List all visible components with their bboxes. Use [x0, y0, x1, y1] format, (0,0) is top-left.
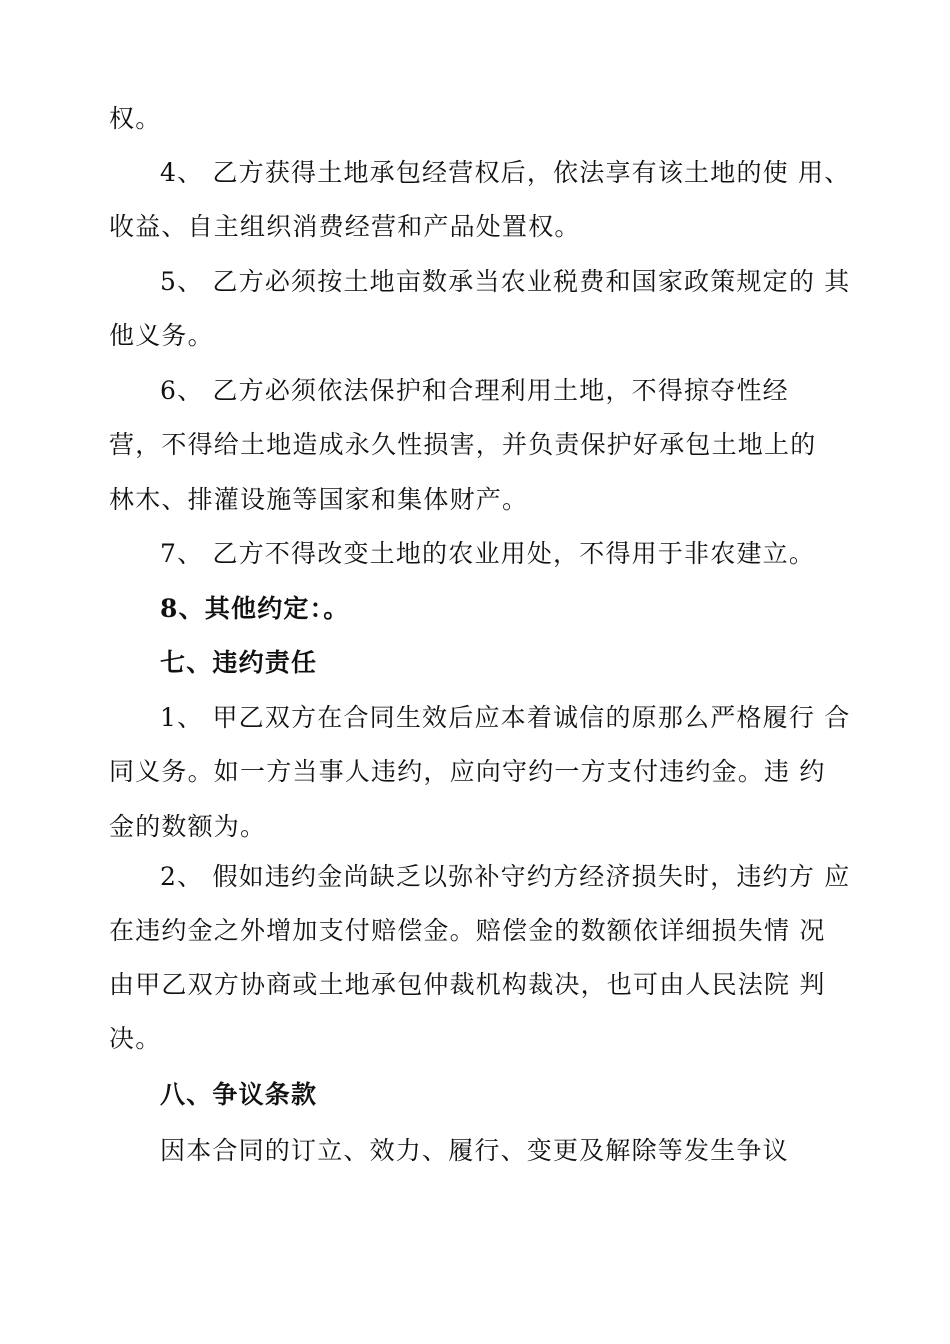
- section-8-heading: 八、争议条款: [160, 1080, 318, 1109]
- clause-6-line-3: 林木、排灌设施等国家和集体财产。: [109, 485, 529, 514]
- liability-1-line-1: 1、 甲乙双方在合同生效后应本着诚信的原那么严格履行 合: [160, 703, 851, 732]
- liability-2-line-4: 决。: [109, 1024, 162, 1053]
- liability-2-line-2: 在违约金之外增加支付赔偿金。赔偿金的数额依详细损失情 况: [109, 916, 826, 945]
- clause-5-line-2: 他义务。: [109, 321, 214, 350]
- clause-8-heading: 8、其他约定：。: [160, 594, 350, 623]
- dispute-line-1: 因本合同的订立、效力、履行、变更及解除等发生争议: [160, 1136, 789, 1165]
- section-7-heading: 七、违约责任: [160, 648, 318, 677]
- clause-4-line-2: 收益、自主组织消费经营和产品处置权。: [109, 212, 581, 241]
- clause-6-line-1: 6、 乙方必须依法保护和合理利用土地，不得掠夺性经: [160, 376, 789, 405]
- clause-6-line-2: 营，不得给土地造成永久性损害，并负责保护好承包土地上的: [109, 430, 817, 459]
- liability-1-line-2: 同义务。如一方当事人违约，应向守约一方支付违约金。违 约: [109, 757, 826, 786]
- liability-1-line-3: 金的数额为。: [109, 812, 267, 841]
- clause-7-line: 7、 乙方不得改变土地的农业用处，不得用于非农建立。: [160, 539, 816, 568]
- liability-2-line-1: 2、 假如违约金尚缺乏以弥补守约方经济损失时，违约方 应: [160, 862, 851, 891]
- clause-5-line-1: 5、 乙方必须按土地亩数承当农业税费和国家政策规定的 其: [160, 267, 851, 296]
- text-line: 权。: [109, 104, 162, 133]
- clause-4-line-1: 4、 乙方获得土地承包经营权后，依法享有该土地的使 用、: [160, 158, 851, 187]
- liability-2-line-3: 由甲乙双方协商或土地承包仲裁机构裁决，也可由人民法院 判: [109, 970, 826, 999]
